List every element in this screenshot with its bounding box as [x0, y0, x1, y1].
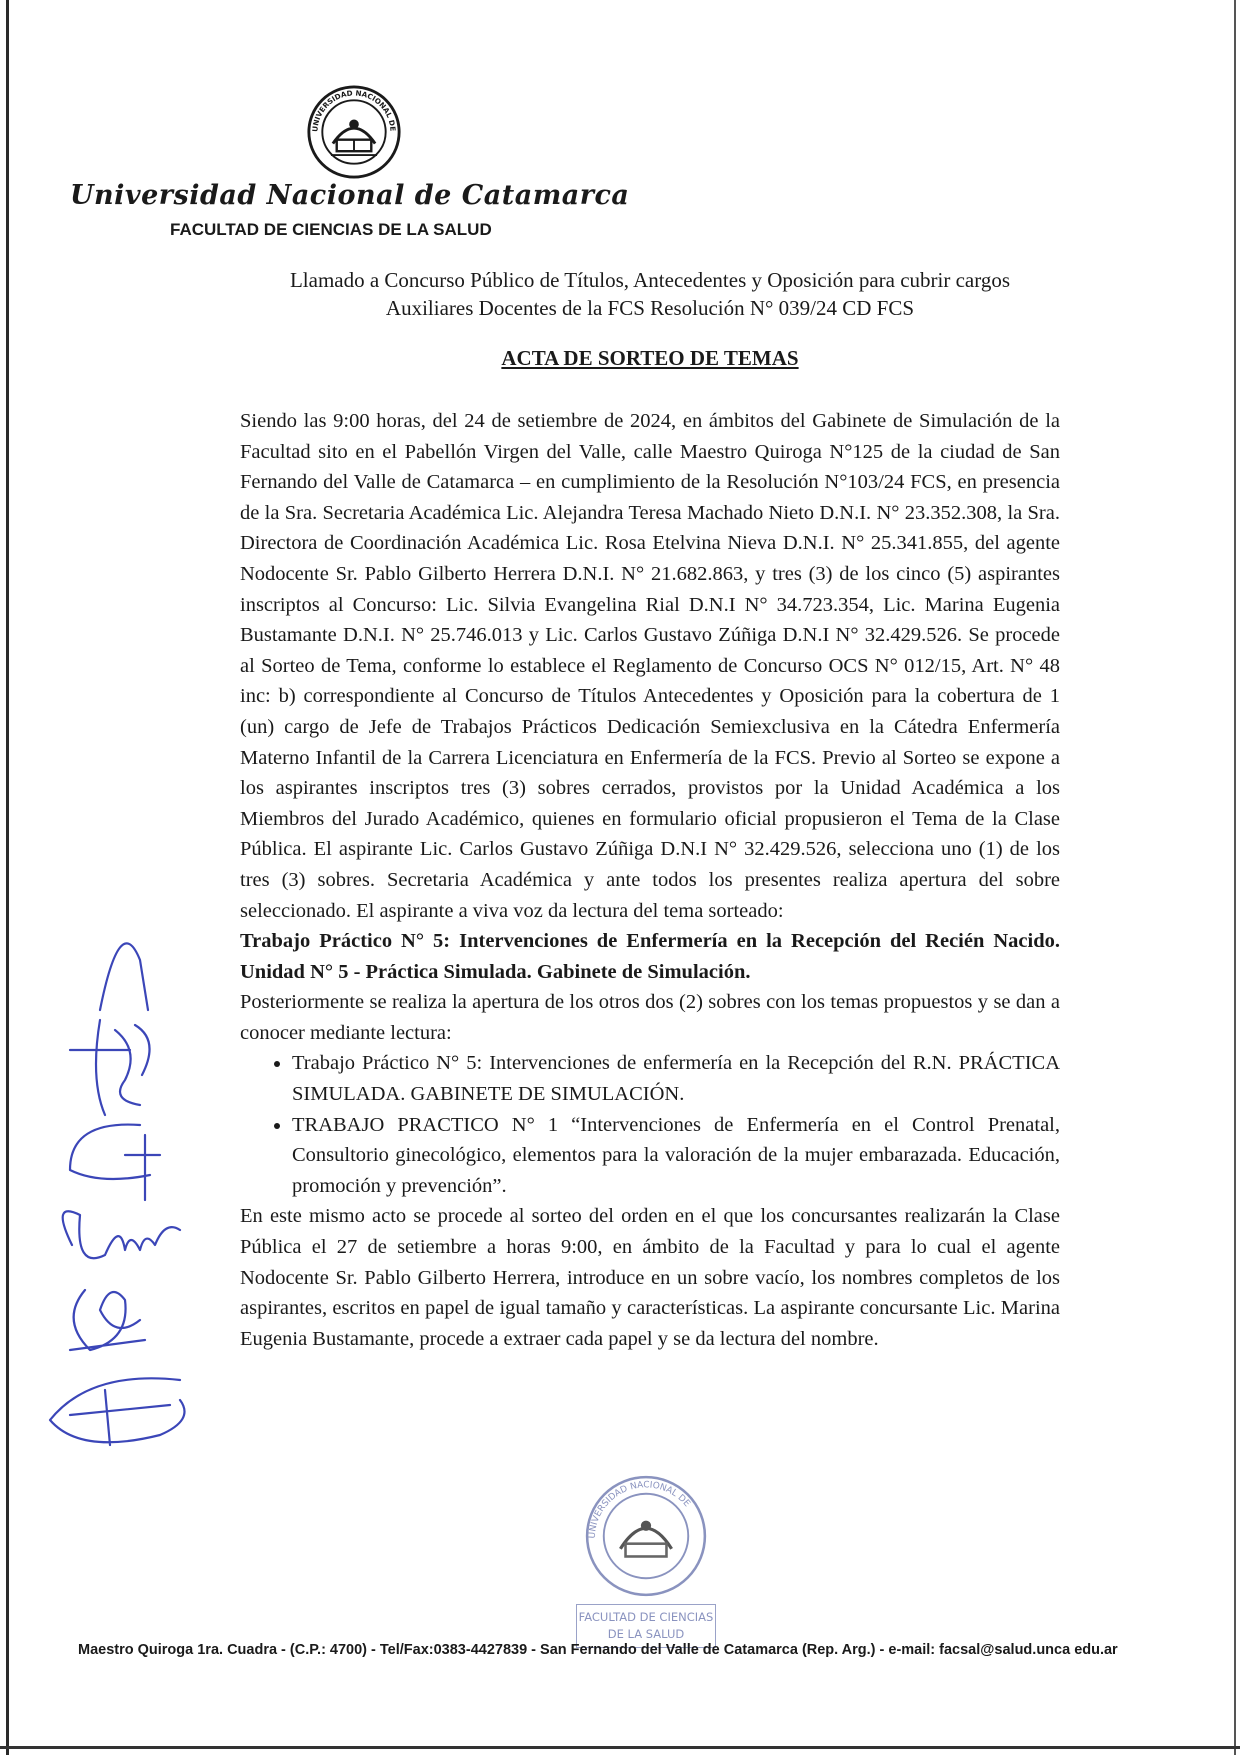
drawn-topic: Trabajo Práctico N° 5: Intervenciones de Enfermería en la Recepción del Recién Nacido. Unidad N° 5 - Práctica Simulada. Gabinete de Simulación. — [240, 930, 1060, 983]
page-edge-bottom — [0, 1746, 1240, 1749]
paragraph-3: En este mismo acto se procede al sorteo del orden en el que los concursantes realizarán la Clase Pública el 27 de setiembre a horas 9:00, en ámbito de la Facultad y para lo cual el agente Nodocente Sr. Pablo Gilberto Herrera, introduce en un sobre vacío, los nombres completos de los aspirantes, escritos en papel de igual tamaño y características. La aspirante concursante Lic. Marina Eugenia Bustamante, procede a extraer cada papel y se da lectura del nombre. — [240, 1205, 1060, 1350]
university-stamp-seal-icon — [582, 1472, 710, 1600]
paragraph-1: Siendo las 9:00 horas, del 24 de setiembre de 2024, en ámbitos del Gabinete de Simulación de la Facultad sito en el Pabellón Virgen del Valle, calle Maestro Quiroga N°125 de la ciudad de San Fernando del Valle de Catamarca – en cumplimiento de la Resolución N°103/24 FCS, en presencia de la Sra. Secretaria Académica Lic. Alejandra Teresa Machado Nieto D.N.I. N° 23.352.308, la Sra. Directora de Coordinación Académica Lic. Rosa Etelvina Nieva D.N.I. N° 25.341.855, del agente Nodocente Sr. Pablo Gilberto Herrera D.N.I. N° 21.682.863, y tres (3) de los cinco (5) aspirantes inscriptos al Concurso: Lic. Silvia Evangelina Rial D.N.I N° 34.723.354, Lic. Marina Eugenia Bustamante D.N.I. N° 25.746.013 y Lic. Carlos Gustavo Zúñiga D.N.I N° 32.429.526. Se procede al Sorteo de Tema, conforme lo establece el Reglamento de Concurso OCS N° 012/15, Art. N° 48 inc: b) correspondiente al Concurso de Títulos Antecedentes y Oposición para la cobertura de 1 (un) cargo de Jefe de Trabajos Prácticos Dedicación Semiexclusiva en la Cátedra Enfermería Materno Infantil de la Carrera Licenciatura en Enfermería de la FCS. Previo al Sorteo se expone a los aspirantes inscriptos tres (3) sobres cerrados, provistos por la Unidad Académica a los Miembros del Jurado Académico, quienes en formulario oficial propusieron el Tema de la Clase Pública. El aspirante Lic. Carlos Gustavo Zúñiga D.N.I N° 32.429.526, selecciona uno (1) de los tres (3) sobres. Secretaria Académica y ante todos los presentes realiza apertura del sobre seleccionado. El aspirante a viva voz da lectura del tema sorteado: — [240, 410, 1060, 922]
svg-text:UNIVERSIDAD NACIONAL DE: UNIVERSIDAD NACIONAL DE — [587, 1480, 692, 1539]
footer-address: Maestro Quiroga 1ra. Cuadra - (C.P.: 4700) - Tel/Fax:0383-4427839 - San Fernando del Valle de Catamarca (Rep. Arg.) - e-mail: facsal@salud.unca edu.ar — [78, 1642, 1118, 1658]
page-edge-left — [6, 0, 9, 1755]
call-title-line2: Auxiliares Docentes de la FCS Resolución N° 039/24 CD FCS — [385, 296, 915, 320]
stamp-line2: DE LA SALUD — [607, 1627, 685, 1641]
handwritten-signatures-icon — [30, 900, 200, 1460]
university-name: Universidad Nacional de Catamarca — [70, 180, 630, 211]
paragraph-2: Posteriormente se realiza la apertura de los otros dos (2) sobres con los temas propuestos y se dan a conocer mediante lectura: — [240, 991, 1060, 1044]
other-topics-list — [240, 1048, 1060, 1201]
topic-item: • TRABAJO PRACTICO N° 1 “Intervenciones de Enfermería en el Control Prenatal, Consultorio ginecológico, elementos para la valoración de la mujer embarazada. Educación, promoción y prevención”. — [292, 1110, 1060, 1202]
document-body — [240, 406, 1060, 1354]
stamp-line1: FACULTAD DE CIENCIAS — [578, 1610, 714, 1624]
svg-text:UNIVERSIDAD NACIONAL DE: UNIVERSIDAD NACIONAL DE — [310, 88, 398, 133]
page-edge-right — [1234, 0, 1236, 1755]
act-title: ACTA DE SORTEO DE TEMAS — [501, 346, 799, 370]
call-title — [240, 266, 1060, 322]
call-title-line1: Llamado a Concurso Público de Títulos, Antecedentes y Oposición para cubrir cargos — [289, 268, 1011, 292]
faculty-name: FACULTAD DE CIENCIAS DE LA SALUD — [170, 220, 492, 239]
topic-item: • Trabajo Práctico N° 5: Intervenciones de enfermería en la Recepción del R.N. PRÁCTICA SIMULADA. GABINETE DE SIMULACIÓN. — [292, 1048, 1060, 1109]
university-seal-icon — [306, 84, 402, 180]
